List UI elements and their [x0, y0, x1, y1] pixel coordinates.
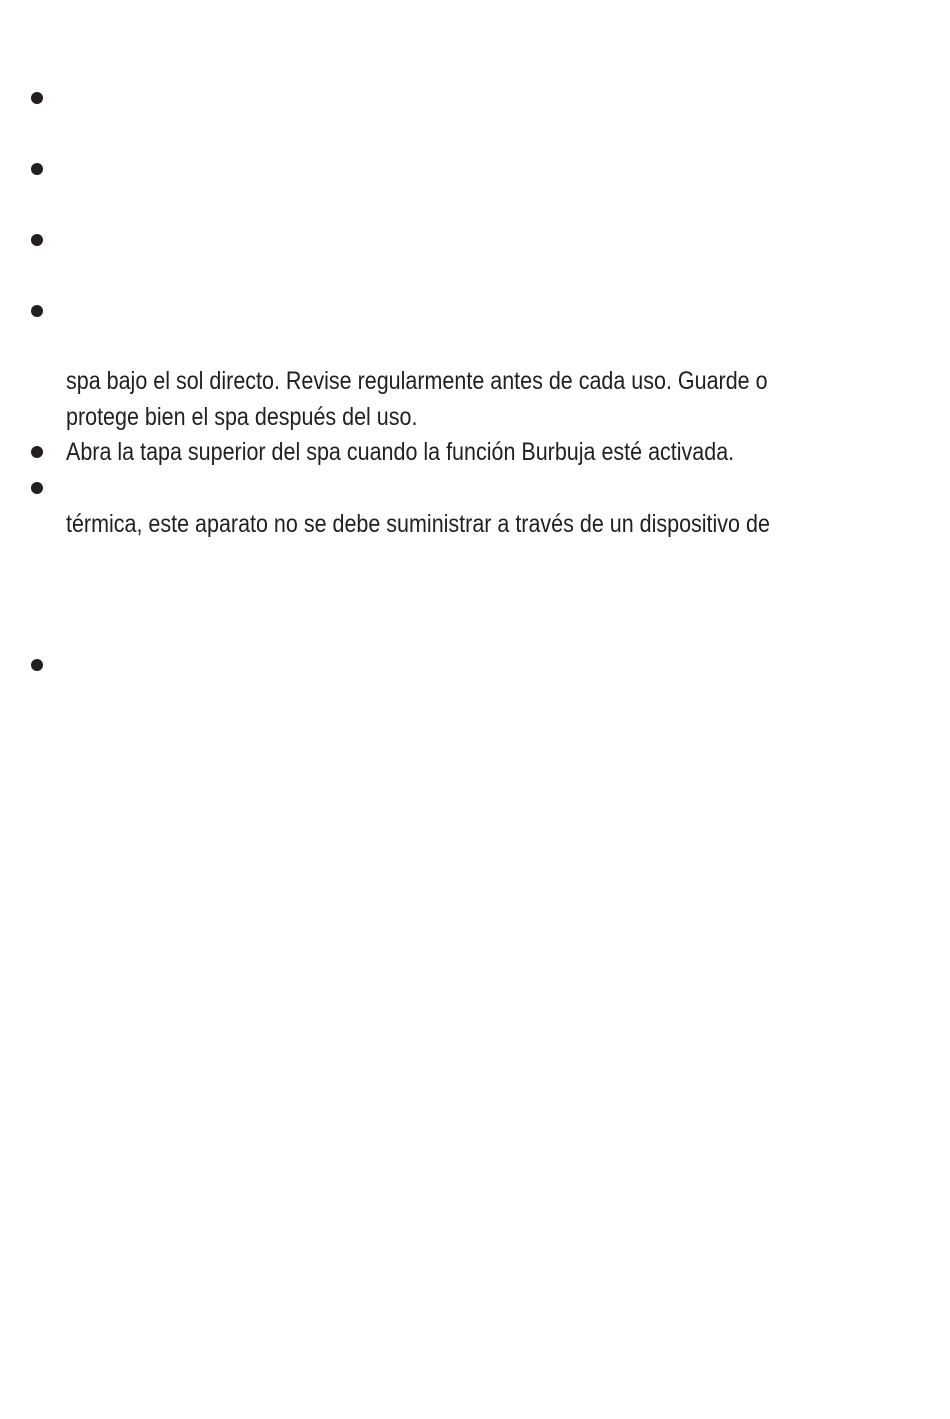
bullet-3	[31, 234, 43, 246]
text-line-abra-la-tapa: Abra la tapa superior del spa cuando la función Burbuja esté activada.	[66, 438, 735, 466]
bullet-5	[31, 446, 43, 458]
bullet-4	[31, 305, 43, 317]
bullet-7	[31, 659, 43, 671]
text-line-protege-bien: protege bien el spa después del uso.	[66, 403, 418, 431]
bullet-2	[31, 163, 43, 175]
text-line-termica: térmica, este aparato no se debe suministrar a través de un dispositivo de	[66, 510, 770, 538]
bullet-1	[31, 92, 43, 104]
bullet-6	[31, 482, 43, 494]
text-line-spa-bajo-el-sol: spa bajo el sol directo. Revise regularmente antes de cada uso. Guarde o	[66, 367, 768, 395]
